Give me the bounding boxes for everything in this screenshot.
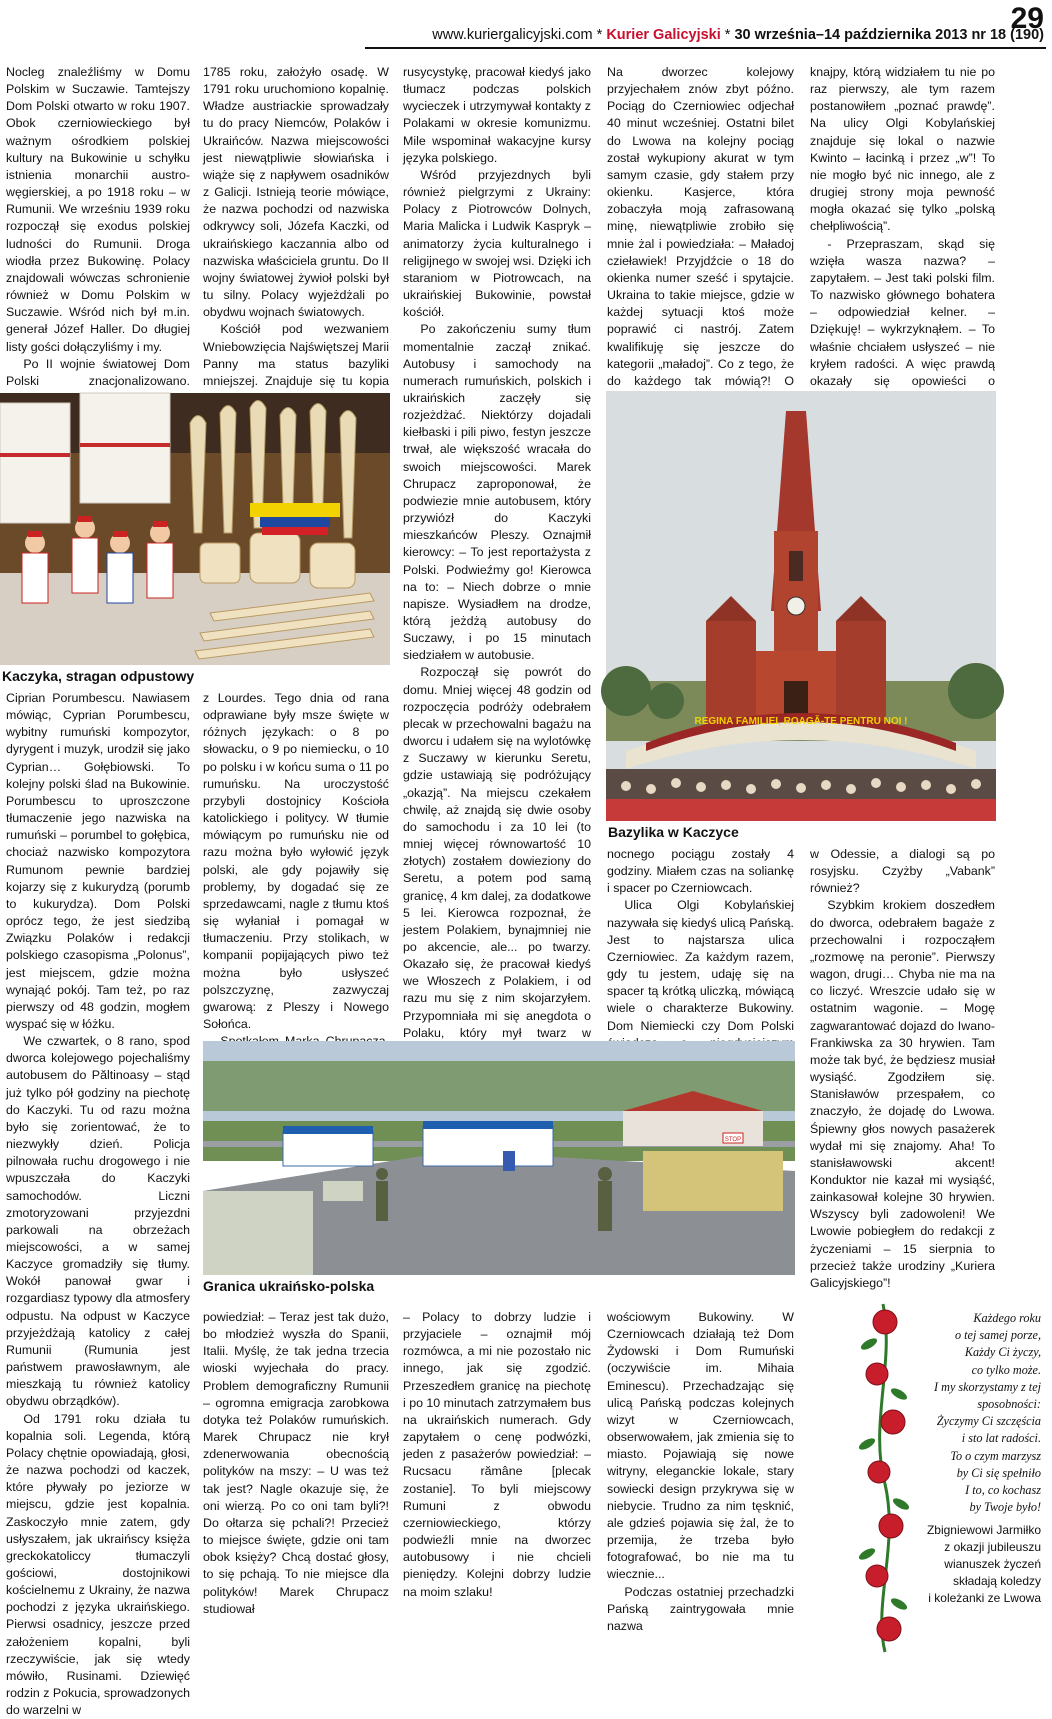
paragraph: Nocleg znaleźliśmy w Domu Polskim w Suczawie. Tamtejszy Dom Polski otwarto w roku 1907. Obok czerniowieckiego był ważnym ośrodkiem polskiej kultury na Bukowinie u schyłku istnienia monarchii austro-węgierskiej, a po 1918 roku – w Rumunii. We wrześniu 1939 roku rozpoczął się exodus polskiej ludności do Rumunii. Droga wiodła przez Bukowinę. Polacy znajdowali wówczas schronienie również w Domu Polskim w Suczawie. Wśród nich był m.in. generał Józef Haller. Do długiej listy gości dołączyliśmy i my.	[6, 65, 190, 354]
page-number: 29	[1010, 2, 1044, 35]
photo-stall	[0, 393, 390, 665]
paragraph: 1785 roku, założyło osadę. W 1791 roku uruchomiono kopalnię. Władze austriackie sprowadzały tu do pracy Niemców, Polaków i Ukraińców. Nazwa miejscowości jest niewątpliwie słowiańska i wiąże się z napływem osadników z Galicji. Istnieją teorie mówiące, że nazwa pochodzi od nazwiska odkrywcy soli, Józefa Kaczki, od ukraińskiego kaczannia albo od nazwiska właściciela gruntu. Do II wojny światowej żywioł polski był tu silny. Polacy wyjeżdżali po obydwu wojnach światowych.	[203, 65, 389, 320]
paragraph: knajpy, którą widziałem tu nie po raz pierwszy, ale tym razem postanowiłem „poznać prawdę”. Na ulicy Olgi Kobylańskiej znajduje się lokal o nazwie Kwinto – łacinką i przez „w”! To nie mogło być nic innego, ale z drugiej strony moja pewność mogła okazać się tylko „polską chełpliwością”.	[810, 65, 995, 234]
birthday-poem	[891, 1310, 1041, 1516]
paragraph: nocnego pociągu zostały 4 godziny. Miałem czas na soliankę i spacer po Czerniowcach.	[607, 847, 794, 896]
line: wianuszek życzeń	[944, 1557, 1041, 1571]
caption-stall: Kaczyka, stragan odpustowy	[2, 668, 195, 684]
photo-basilica	[606, 391, 996, 821]
paragraph: - Przepraszam, skąd się wzięła wasza nazwa? – zapytałem. – Jest taki polski film. To nazwisko głównego bohatera – odpowiedział kelner. – Dziękuję! – wykrzyknąłem. – To właśnie chciałem usłyszeć – nie kryłem radości. A więc prawdą okazały się opowieści o	[810, 236, 995, 388]
line: Życzymy Ci szczęścia	[936, 1414, 1041, 1429]
paragraph: Kościół pod wezwaniem Wniebowzięcia Najświętszej Marii Panny ma status bazyliki mniejszej. Znajduje się tu kopia	[203, 322, 389, 388]
paragraph: Wśród przyjezdnych byli również pielgrzymi z Ukrainy: Polacy z Piotrowców Dolnych, Maria Malicka i Ludwik Kaspryk – animatorzy życia kulturalnego i religijnego w swojej wsi. Dzięki ich staraniom w Piotrowcach, na ukraińskiej Bukowinie, powstał kościół.	[403, 167, 591, 320]
caption-basilica: Bazylika w Kaczyce	[608, 824, 739, 840]
svg-text:REGINA FAMILIEI, ROAGĂ-TE PENT: REGINA FAMILIEI, ROAGĂ-TE PENTRU NOI !	[694, 716, 908, 727]
column-3-bottom	[403, 1309, 591, 1654]
line: sposobności:	[977, 1397, 1041, 1412]
paragraph: Po II wojnie światowej Dom Polski znacjonalizowano.	[6, 356, 190, 388]
paragraph: Szybkim krokiem doszedłem do dworca, odebrałem bagaże z przechowalni i rozpocząłem „rozmowę na peronie”. Pierwszy wagon, drugi… Chyba nie ma na co liczyć. Wreszcie udało się w ostatnim wagonie. – Mogę zagwarantować dojazd do Iwano-Frankiwska za 30 hrywien. Tam może tak być, że będziesz musiał wysiąść. Zgodziłem się. Stanisławów przespałem, co znaczyło, że dojadę do Lwowa. Śpiewny głos nowych pasażerek wydał mi się znajomy. Aha! To stanisławowski akcent! Konduktor nie kazał mi wysiąść, zainkasował kolejne 30 hrywien. Wszyscy byli zadowoleni! We Lwowie pobiegłem do redakcji z życzeniami – 15 sierpnia to przecież także urodziny „Kuriera Galicyjskiego”!	[810, 898, 995, 1290]
line: składają koledzy	[952, 1574, 1041, 1588]
paragraph: Ciprian Porumbescu. Nawiasem mówiąc, Cyprian Porumbescu, wybitny rumuński kompozytor, dyrygent i muzyk, urodził się jako Cyprian… Gołębiowski. To kolejny polski ślad na Bukowinie. Porumbescu to uproszczone tłumaczenie jego nazwiska na rumuński – porumbel to gołębica, chociaż nazwisko kompozytora Rumunom pewnie bardziej kojarzy się z kukurydzą (porumb to kukurydza). Dom Polski oprócz tego, że jest siedzibą Związku Polaków i redakcji polskiego czasopisma „Polonus”, jest miejscem, gdzie można wynająć pokój. Tam też, po raz pierwszy od 48 godzin, mogłem wyspać się w łóżku.	[6, 691, 190, 1031]
header-rule	[365, 47, 1046, 49]
photo-border	[203, 1041, 795, 1275]
line: Każdy Ci życzy,	[964, 1345, 1041, 1360]
brand-name: Kurier Galicyjski	[606, 27, 721, 43]
line: by Twoje było!	[969, 1500, 1041, 1515]
column-4-bottom	[607, 1309, 794, 1654]
paragraph: w Odessie, a dialogi są po rosyjsku. Czyżby „Vabank” również?	[810, 847, 995, 896]
paragraph: powiedział: – Teraz jest tak dużo, bo młodzież wyszła do Spanii, Italii. Myślę, że tak jedna trzecia wioski wyjechała do pracy. Problem demograficzny Rumunii – ogromna emigracja zarobkowa dotyka też Polaków rumuńskich. Marek Chrupacz nie krył zdenerwowania obecnością polityków na mszy: – U was też tak jest? Nagle okazuje się, że oni wierzą. Po co oni tam byli?! Do ołtarza się pchali?! Przecież to miejsce święte, gdzie oni tam obok księży? Chcą dostać głosy, to się pchają. To nie miejsce dla polityków! Marek Chrupacz studiował	[203, 1310, 389, 1616]
paragraph: Na dworzec kolejowy przyjechałem znów zbyt późno. Pociąg do Czerniowiec odjechał 40 minut wcześniej. Ostatni bilet do Lwowa na kolejny pociąg został wykupiony akurat w tym samym czasie, gdy stałem przy okienku. Kasjerce, która zobaczyła moją zafrasowaną minę, niewątpliwie zrobiło się mnie żal i powiedziała: – Maładoj czieławiek! Przyjdźcie o 18 do okienka numer sześć i spytajcie. Ukraina to takie miejsce, gdzie w każdej sytuacji ktoś może poprawić ci nastrój. Zatem kwalifikuję się jeszcze do kategorii „maładoj”. Co z tego, że do każdego tak mówią?! O	[607, 65, 794, 388]
paragraph: – Polacy to dobrzy ludzie i przyjaciele – oznajmił mój rozmówca, a mi nie pozostało nic innego, jak się zgodzić. Przeszedłem granicę na piechotę i po 10 minutach zatrzymałem bus na ukraińskich numerach. Gdy zapytałem o cenę podwózki, jeden z pasażerów powiedział: – Rucsacu rămâne [plecak zostanie]. To byli miejscowy Rumuni z obwodu czerniowieckiego, którzy podwieźli mnie na dworzec autobusowy i nie chcieli pieniędzy. Kolejni dobrzy ludzie na moim szlaku!	[403, 1310, 592, 1599]
line: o tej samej porze,	[955, 1328, 1041, 1343]
paragraph: rusycystykę, pracował kiedyś jako tłumacz podczas polskich wycieczek i utrzymywał kontakty z Polakami w okresie komunizmu. Mile wspominał wakacyjne kursy języka polskiego.	[403, 65, 591, 165]
paragraph: Podczas ostatniej przechadzki Pańską zaintrygowała mnie nazwa	[607, 1584, 794, 1633]
column-1-top	[6, 64, 190, 392]
line: by Ci się spełniło	[956, 1465, 1041, 1480]
site-url[interactable]: www.kuriergalicyjski.com	[432, 27, 593, 43]
header-line: www.kuriergalicyjski.com * Kurier Galicyjski * 30 września–14 października 2013 nr 18 (190)	[432, 27, 1044, 43]
line: co tylko może.	[971, 1362, 1041, 1377]
paragraph: We czwartek, o 8 rano, spod dworca kolejowego pojechaliśmy autobusem do Păltinoasy – stąd już tylko pół godziny na piechotę do Kaczyki. Tu od razu można było się zorientować, że to niezwykły dzień. Policja pilnowała ruchu drogowego i nie wpuszczała do Kaczyki samochodów. Liczni zmotoryzowani przyjezdni parkowali na obrzeżach miejscowości, a w samej Kaczyce gromadziły się tłumy. Wokół panował gwar i rozgardiasz typowy dla atmosfery odpustu. Na odpust w Kaczyce przyjeżdżają katolicy z całej Rumunii (Rumunia jest państwem prawosławnym, ale mieszkają tu również katolicy obydwu obrządków).	[6, 1034, 190, 1409]
column-2-bottom	[203, 1309, 389, 1654]
column-4-top	[607, 64, 794, 390]
column-4-mid	[607, 846, 794, 1036]
caption-border: Granica ukraińsko-polska	[203, 1278, 375, 1294]
paragraph: z Lourdes. Tego dnia od rana odprawiane były msze święte w różnych językach: o 8 po słowacku, o 9 po niemiecku, o 10 po polsku i w końcu suma o 11 po rumuńsku. Na uroczystość przybyli dostojnicy Kościoła katolickiego i politycy. W tłumie mówiącym po rumuńsku nie od razu można było wyłowić język polski, ale gdy pojawiły się problemy, by dogadać się ze sprzedawcami, nagle z tłumu ktoś się wyłaniał i pomagał w tłumaczeniu. Przy stolikach, w kompanii popijających piwo też można było usłyszeć polszczyznę, zazwyczaj gwarową: z Pleszy i Nowego Sołońca.	[203, 691, 389, 1031]
paragraph: Rozpoczął się powrót do domu. Mniej więcej 48 godzin od rozpoczęcia podróży odebrałem plecak w przechowalni bagażu na dworcu i udałem się na wylotówkę z Suczawy w kierunku Seretu, gdzie ustawiają się podróżujący „okazją”. Na miejscu czekałem chwilę, aż znajdą się dwie osoby do samochodu i za 10 lei (to mniej więcej równowartość 10 złotych) zostałem dowieziony do Seretu, a potem pod samą granicę, 4 km dalej, za dodatkowe 5 lei. Kierowca rozpoznał, że jestem Polakiem, bynajmniej nie po akcencie, ale... po twarzy. Okazało się, że pracował kiedyś we Włoszech z Polakiem, i od razu mu się z nim skojarzyłem. Przypomniała mi się anegdota o Polaku, który mył twarz w	[403, 665, 591, 1040]
column-2-top	[203, 64, 389, 392]
line: Zbigniewowi Jarmiłko	[926, 1523, 1041, 1537]
column-2-mid	[203, 690, 389, 1050]
line: I to, co kochasz	[965, 1483, 1041, 1498]
greeting-box	[855, 1304, 1047, 1652]
column-5-top	[810, 64, 995, 390]
line: To o czym marzysz	[950, 1448, 1041, 1463]
page-header	[0, 0, 1052, 50]
line: i sto lat radości.	[961, 1431, 1041, 1446]
paragraph: Ulica Olgi Kobylańskiej nazywała się kiedyś ulicą Pańską. Jest to najstarsza ulica Czerniowiec. Za każdym razem, gdy tu jestem, udaję się na spacer tą krótką uliczką, mówiącą wiele o charakterze Bukowiny. Dom Niemiecki czy Dom Polski	[607, 898, 794, 1033]
line: I my skorzystamy z tej	[934, 1379, 1041, 1394]
dedication	[891, 1522, 1041, 1607]
paragraph: Po zakończeniu sumy tłum momentalnie zaczął znikać. Autobusy i samochody na numerach rumuńskich, polskich i ukraińskich zaczęły się rozjeżdżać. Niektórzy dojadali kiełbaski i pili piwo, festyn jeszcze trwał, ale większość wracała do swoich miejscowości. Marek Chrupacz zaproponował, że podwiezie mnie autobusem, który przywiózł do Kaczyki mieszkańców Pleszy. Oznajmił kierowcy: – To jest reportażysta z Polski. Podwieźmy go! Kierowca na to: – Niech dobrze o mnie napisze. Wysiadłem na drodze, którą jeżdżą autobusy do Suczawy, i po 15 minutach siedziałem w autobusie.	[403, 322, 591, 663]
paragraph: Od 1791 roku działa tu kopalnia soli. Legenda, którą Polacy chętnie opowiadają, głosi, że nazwa pochodzi od kaczek, które pływały po jeziorze w miejscu, gdzie jest kopalnia. Zaskoczyło mnie zatem, gdy usłyszałem, jak ukraińscy księża greckokatoliccy tłumaczyli gościowi, dostojnikowi kościelnemu z Ukrainy, że nazwa pochodzi z języka ukraińskiego. Pierwsi osadnicy, jeszcze przed założeniem kopalni, byli rzeczywiście, jak się wtedy mówiło, Rusinami. Dziewięć rodzin z Pokucia, sprowadzonych do warzelni w	[6, 1411, 190, 1718]
column-1-mid	[6, 690, 190, 1718]
column-3	[403, 64, 591, 1040]
issue-info: 30 września–14 października 2013 nr 18 (190)	[734, 27, 1044, 43]
line: Każdego roku	[973, 1311, 1041, 1325]
column-5-mid	[810, 846, 995, 1290]
svg-text:STOP: STOP	[724, 1137, 742, 1143]
line: i koleżanki ze Lwowa	[928, 1591, 1041, 1605]
line: z okazji jubileuszu	[944, 1540, 1041, 1554]
paragraph: wościowym Bukowiny. W Czerniowcach działają też Dom Żydowski i Dom Rumuński (oczywiście im. Mihaia Eminescu). Przechadzając się ulicą Pańską podczas kolejnych wizyt w Czerniowcach, obserwowałem, jak zmienia się to miasto. Pojawiają się nowe witryny, eleganckie lokale, stary sowiecki design przykrywa się w niebycie. Trudno za nim tęsknić, ale gdzieś pojawia się żal, że to przemija, że trzeba było fotografować, bo nie ma tu wiecznie...	[607, 1310, 794, 1582]
